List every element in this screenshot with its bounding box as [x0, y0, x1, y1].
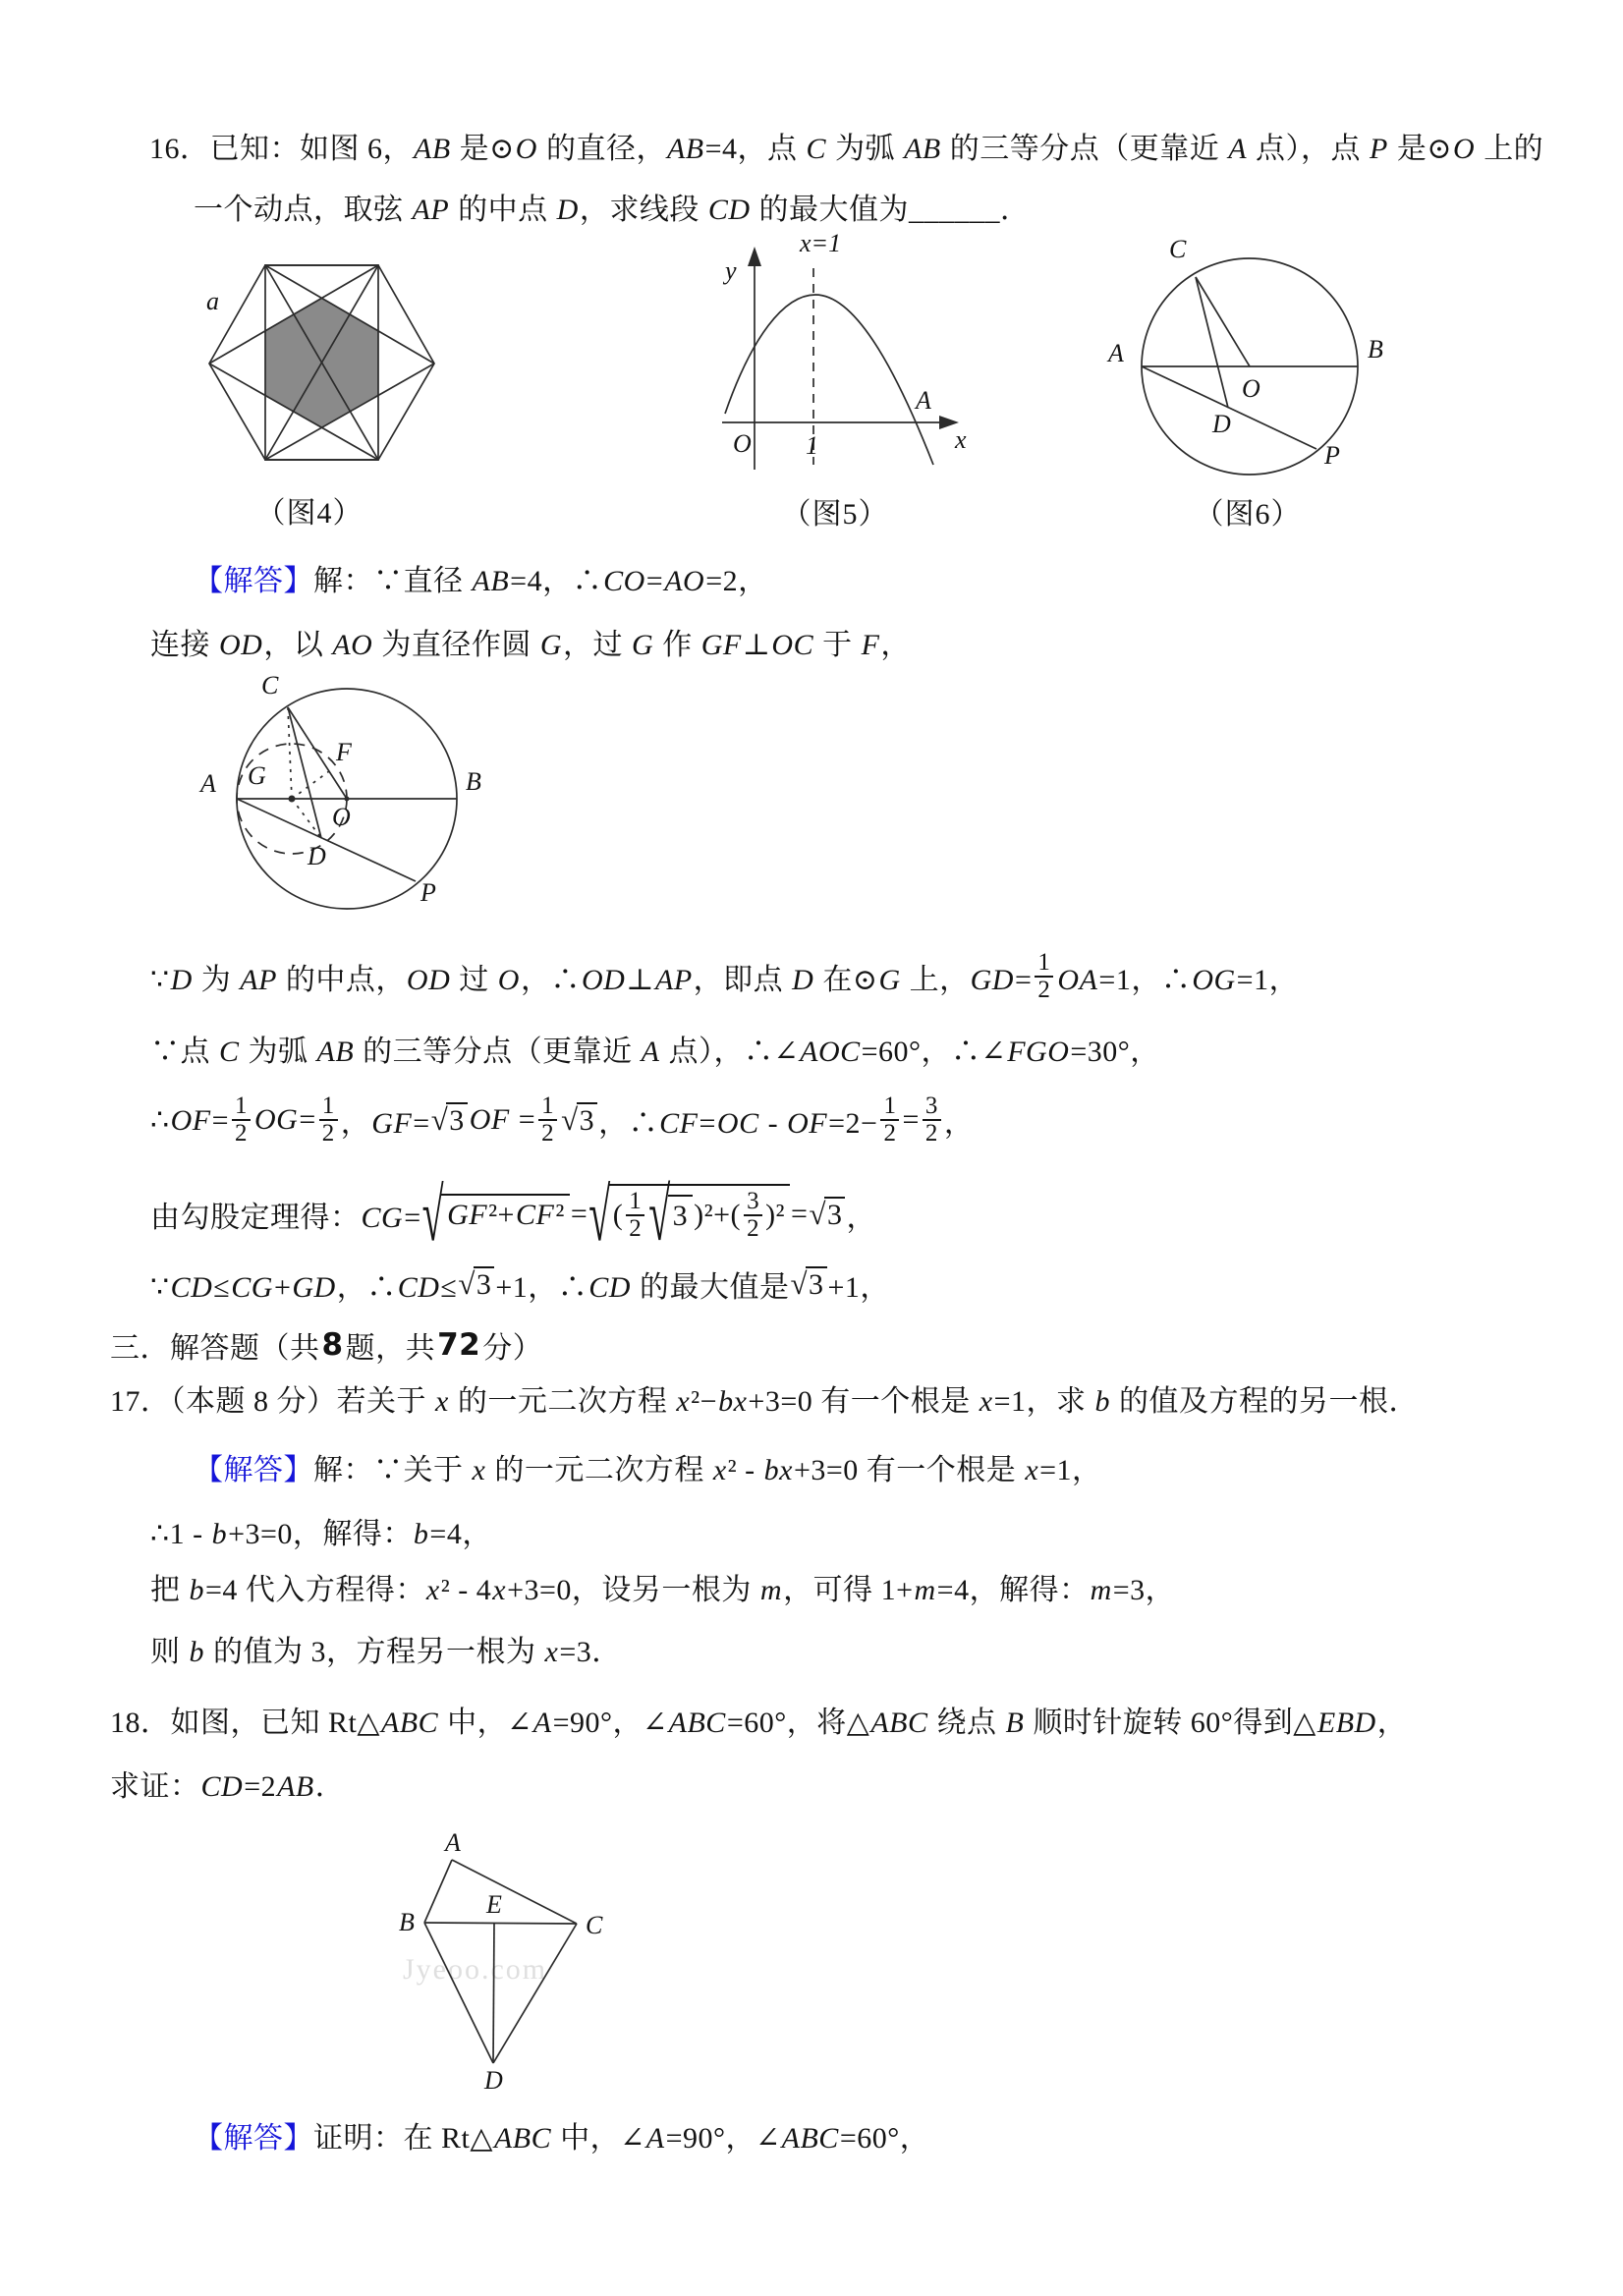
- label-o: O: [1242, 374, 1260, 403]
- point-o-dot: [345, 797, 350, 802]
- q16-answer-line2: 连接 OD，以 AO 为直径作圆 G，过 G 作 GF⊥OC 于 F，: [150, 629, 911, 661]
- parabola-curve: [725, 295, 933, 465]
- label-c: C: [1169, 235, 1187, 263]
- label-a: A: [200, 769, 216, 798]
- figure-4: [162, 236, 457, 532]
- q16-answer-line5: ∴OF= $\frac{1}{2}$ OG= $\frac{1}{2}$ ，GF= √ 3 OF = $\frac{1}{2}$ √ 3 ，∴CF=OC - OF=2− $\frac{1}{2}$ = $\frac{3}{2}$ ，: [150, 1092, 975, 1147]
- label-b: B: [399, 1908, 415, 1936]
- point-g-dot: [289, 796, 296, 803]
- label-b: B: [1368, 335, 1383, 364]
- q17-answer-line1: 【解答】 解：∵关于 x 的一元二次方程 x² - bx+3=0 有一个根是 x=1，: [194, 1454, 1102, 1486]
- label-one: 1: [806, 431, 818, 460]
- q16-answer-line4: ∵点 C 为弧 AB 的三等分点（更靠近 A 点），∴∠AOC=60°，∴∠FGO=30°，: [150, 1036, 1160, 1068]
- label-p: P: [420, 878, 436, 907]
- label-f: F: [336, 738, 352, 766]
- q16-answer-line1: 【解答】 解：∵直径 AB=4，∴CO=AO=2，: [194, 565, 768, 597]
- label-o: O: [332, 803, 351, 831]
- q16-answer-line6: 由勾股定理得：CG= √ GF²+CF² = √ ( $\frac{1}{2}$ √ 3 )²+( $\frac{3}{2}$ )² = √ 3 ，: [150, 1172, 876, 1257]
- label-b: B: [466, 767, 481, 796]
- figure-4-hexagon-star: [162, 236, 457, 467]
- figure-4-caption: （图4）: [255, 497, 364, 530]
- q18-answer-line1: 【解答】 证明：在 Rt△ABC 中，∠A=90°，∠ABC=60°，: [194, 2122, 930, 2155]
- label-x: x: [955, 425, 967, 454]
- section-heading: 三．解答题（共 8 题，共 72 分）: [110, 1327, 543, 1365]
- label-a: A: [445, 1828, 461, 1857]
- figure-5-caption: （图5）: [781, 498, 889, 531]
- y-axis-arrow: [748, 247, 761, 266]
- figure-6: [1100, 228, 1395, 532]
- q16-answer-line3: ∵D 为 AP 的中点，OD 过 O，∴OD⊥AP，即点 D 在⊙G 上，GD= $\frac{1}{2}$ OA=1，∴OG=1，: [150, 948, 1300, 1003]
- label-c: C: [586, 1911, 603, 1939]
- figure-6-circle: [1100, 228, 1395, 476]
- figure-5-parabola: [698, 229, 973, 477]
- label-axis-equation: x=1: [800, 229, 842, 257]
- label-e: E: [486, 1890, 502, 1919]
- label-d: D: [308, 842, 326, 870]
- q16-line2: 一个动点，取弦 AP 的中点 D，求线段 CD 的最大值为______．: [194, 194, 1031, 226]
- q17-answer-line4: 则 b 的值为 3，方程另一根为 x=3．: [150, 1636, 622, 1668]
- label-p: P: [1324, 441, 1340, 470]
- q18-stem-line2: 求证：CD=2AB．: [110, 1770, 346, 1803]
- q17-answer-line3: 把 b=4 代入方程得：x² - 4x+3=0，设另一根为 m，可得 1+m=4，解得：m=3，: [150, 1574, 1176, 1606]
- question-18-figure: [364, 1829, 619, 2102]
- figure-6-caption: （图6）: [1194, 498, 1302, 531]
- q18-triangles: [364, 1829, 619, 2102]
- q17-answer-line2: ∴1 - b+3=0，解得：b=4，: [150, 1518, 492, 1550]
- solution-figure-circle: [196, 648, 511, 943]
- watermark: Jyeoo.com: [403, 1953, 548, 1986]
- label-a: a: [206, 287, 219, 315]
- label-y: y: [725, 256, 737, 285]
- label-a: A: [1108, 339, 1124, 367]
- label-c: C: [261, 671, 279, 700]
- solution-figure: [196, 648, 511, 943]
- label-g: G: [248, 761, 266, 790]
- label-origin: O: [733, 429, 752, 458]
- q17-stem: 17．（本题 8 分）若关于 x 的一元二次方程 x²−bx+3=0 有一个根是 x=1，求 b 的值及方程的另一根．: [110, 1385, 1419, 1418]
- label-d: D: [1212, 410, 1231, 438]
- q18-stem-line1: 18．如图，已知 Rt△ABC 中，∠A=90°，∠ABC=60°，将△ABC 绕点 B 顺时针旋转 60°得到△EBD，: [110, 1707, 1408, 1739]
- q16-answer-line7: ∵CD≤CG+GD，∴CD≤ √ 3 +1，∴CD 的最大值是 √ 3 +1，: [150, 1266, 890, 1304]
- label-d: D: [484, 2066, 503, 2095]
- q16-line1: 16．已知：如图 6，AB 是⊙O 的直径，AB=4，点 C 为弧 AB 的三等分点（更靠近 A 点），点 P 是⊙O 上的: [149, 133, 1544, 165]
- label-point-a: A: [916, 386, 931, 415]
- figure-5: [698, 229, 973, 532]
